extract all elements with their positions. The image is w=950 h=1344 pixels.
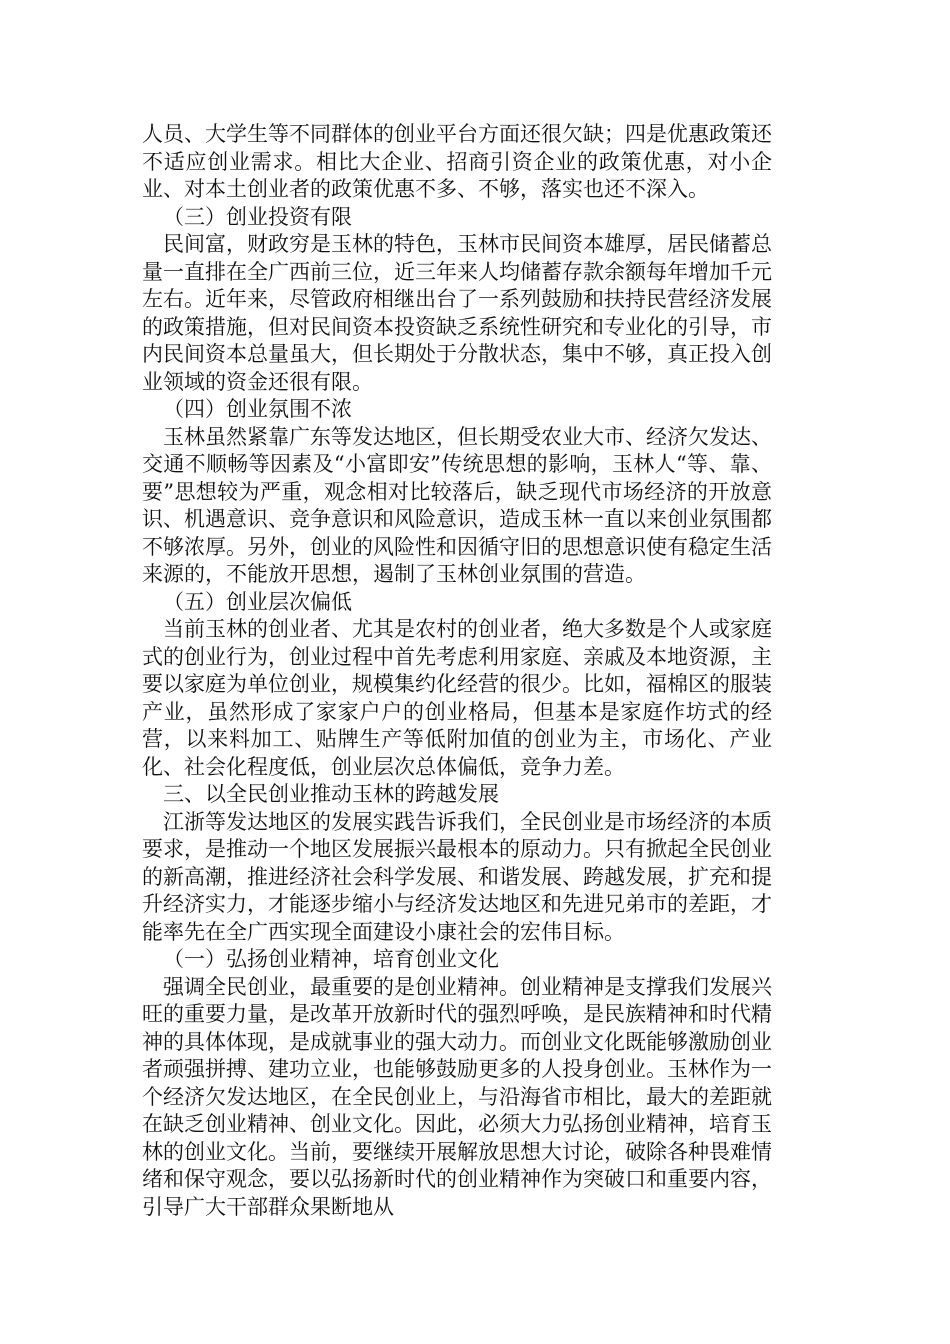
- paragraph-startup-level: 当前玉林的创业者、尤其是农村的创业者，绝大多数是个人或家庭式的创业行为，创业过程中首先考虑利用家庭、亲戚及本地资源，主要以家庭为单位创业，规模集约化经营的很少。比如，福棉区的服装产业，虽然形成了家家户户的创业格局，但基本是家庭作坊式的经营，以来料加工、贴牌生产等低附加值的创业为主，市场化、产业化、社会化程度低，创业层次总体偏低，竞争力差。: [142, 617, 772, 779]
- paragraph-startup-investment: 民间富，财政穷是玉林的特色，玉林市民间资本雄厚，居民储蓄总量一直排在全广西前三位，近三年来人均储蓄存款余额每年增加千元左右。近年来，尽管政府相继出台了一系列鼓励和扶持民营经济发展的政策措施，但对民间资本投资缺乏系统性研究和专业化的引导，市内民间资本总量虽大，但长期处于分散状态，集中不够，真正投入创业领域的资金还很有限。: [142, 232, 772, 394]
- paragraph-startup-atmosphere: 玉林虽然紧靠广东等发达地区，但长期受农业大市、经济欠发达、交通不顺畅等因素及“小富即安”传统思想的影响，玉林人“等、靠、要”思想较为严重，观念相对比较落后，缺乏现代市场经济的开放意识、机遇意识、竞争意识和风险意识，造成玉林一直以来创业氛围都不够浓厚。另外，创业的风险性和因循守旧的思想意识使有稳定生活来源的，不能放开思想，遏制了玉林创业氛围的营造。: [142, 424, 772, 586]
- section-heading-startup-atmosphere: （四）创业氛围不浓: [163, 397, 352, 421]
- section-heading-startup-investment: （三）创业投资有限: [163, 204, 352, 229]
- section-heading-startup-level: （五）创业层次偏低: [163, 589, 352, 614]
- section-heading-part-three: 三、以全民创业推动玉林的跨越发展: [163, 782, 499, 806]
- paragraph-continued: 人员、大学生等不同群体的创业平台方面还很欠缺；四是优惠政策还不适应创业需求。相比大企业、招商引资企业的政策优惠，对小企业、对本土创业者的政策优惠不多、不够，落实也还不深入。: [142, 122, 772, 201]
- paragraph-part-three: 江浙等发达地区的发展实践告诉我们，全民创业是市场经济的本质要求，是推动一个地区发展振兴最根本的原动力。只有掀起全民创业的新高潮，推进经济社会科学发展、和谐发展、跨越发展，扩充和提升经济实力，才能逐步缩小与经济发达地区和先进兄弟市的差距，才能率先在全广西实现全面建设小康社会的宏伟目标。: [142, 809, 772, 944]
- paragraph-entrepreneurial-spirit: 强调全民创业，最重要的是创业精神。创业精神是支撑我们发展兴旺的重要力量，是改革开放新时代的强烈呼唤，是民族精神和时代精神的具体体现，是成就事业的强大动力。而创业文化既能够激励创业者顽强拼搏、建功立业，也能够鼓励更多的人投身创业。玉林作为一个经济欠发达地区，在全民创业上，与沿海省市相比，最大的差距就在缺乏创业精神、创业文化。因此，必须大力弘扬创业精神，培育玉林的创业文化。当前，要继续开展解放思想大讨论，破除各种畏难情绪和保守观念，要以弘扬新时代的创业精神作为突破口和重要内容，引导广大干部群众果断地从: [142, 974, 772, 1219]
- section-heading-entrepreneurial-spirit: （一）弘扬创业精神，培育创业文化: [163, 947, 499, 971]
- document-page: [142, 121, 772, 1221]
